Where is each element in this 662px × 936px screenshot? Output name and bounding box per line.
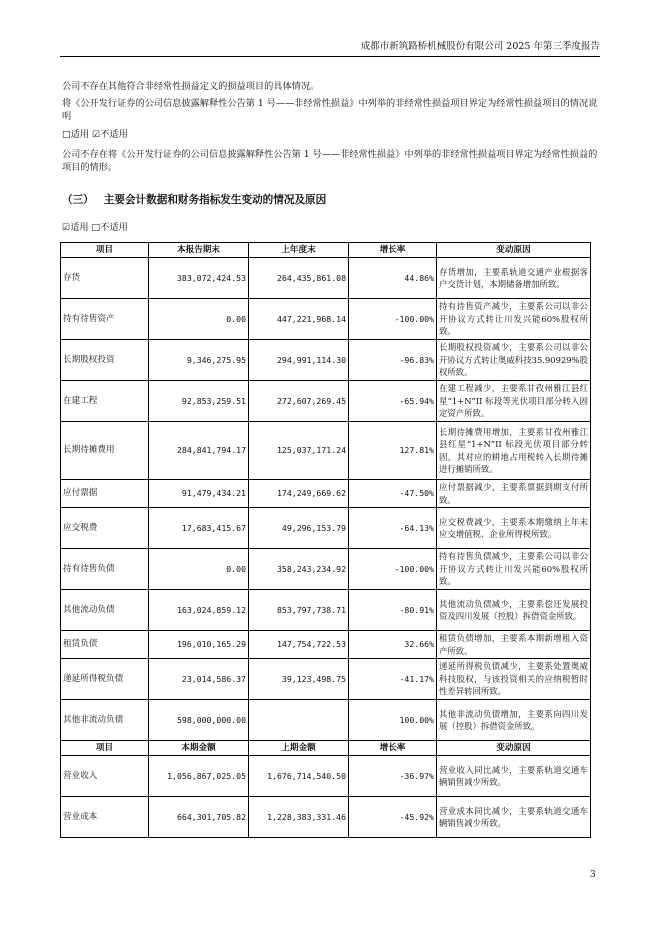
row-growth-rate: 100.00%: [349, 700, 437, 741]
table-row: [61, 631, 591, 659]
row-item-label: 存货: [61, 258, 149, 299]
table-row: [61, 480, 591, 508]
row-current-value: 23,014,586.37: [149, 659, 249, 700]
row-item-label: 营业成本: [61, 797, 149, 838]
row-item-label: 长期待摊费用: [61, 422, 149, 480]
row-prior-value: 272,607,269.45: [249, 381, 349, 422]
row-growth-rate: -96.83%: [349, 340, 437, 381]
row-change-reason: 租赁负债增加，主要系本期新增租入资产所致。: [437, 631, 591, 659]
row-change-reason: 在建工程减少，主要系甘孜州雅江县红星“1+N”II 标段等光伏项目部分转入固定资产所致。: [437, 381, 591, 422]
row-prior-value: 174,249,669.62: [249, 480, 349, 508]
row-prior-value: 358,243,234.92: [249, 549, 349, 590]
table-row: [61, 797, 591, 838]
header-prior-period: 上期金额: [249, 741, 349, 756]
row-current-value: 92,853,259.51: [149, 381, 249, 422]
financial-changes-table: [60, 242, 591, 838]
table-header-row: [61, 243, 591, 258]
row-change-reason: 其他非流动负债增加，主要系向四川发展（控股）拆借资金所致。: [437, 700, 591, 741]
row-growth-rate: -45.92%: [349, 797, 437, 838]
row-item-label: 在建工程: [61, 381, 149, 422]
section-title: 主要会计数据和财务指标发生变动的情况及原因: [103, 194, 327, 206]
row-current-value: 1,056,867,025.05: [149, 756, 249, 797]
table-row: [61, 549, 591, 590]
row-item-label: 其他流动负债: [61, 590, 149, 631]
table-body: [61, 243, 591, 838]
row-change-reason: 持有待售资产减少，主要系公司以非公开协议方式转让川发兴能60%股权所致。: [437, 299, 591, 340]
header-item: 项目: [61, 741, 149, 756]
row-prior-value: 125,037,171.24: [249, 422, 349, 480]
row-growth-rate: 32.66%: [349, 631, 437, 659]
row-item-label: 应付票据: [61, 480, 149, 508]
row-prior-value: 853,797,738.71: [249, 590, 349, 631]
row-growth-rate: -64.13%: [349, 508, 437, 549]
row-change-reason: 应交税费减少，主要系本期缴纳上年末应交增值税、企业所得税所致。: [437, 508, 591, 549]
table-row: [61, 340, 591, 381]
header-current-period: 本期金额: [149, 741, 249, 756]
table-row: [61, 299, 591, 340]
row-growth-rate: -36.97%: [349, 756, 437, 797]
section-heading: [62, 193, 326, 207]
row-item-label: 租赁负债: [61, 631, 149, 659]
row-item-label: 应交税费: [61, 508, 149, 549]
section-number: （三）: [62, 194, 94, 206]
row-item-label: 长期股权投资: [61, 340, 149, 381]
header-reason: 变动原因: [437, 243, 591, 258]
row-prior-value: 264,435,861.08: [249, 258, 349, 299]
row-growth-rate: 127.81%: [349, 422, 437, 480]
row-current-value: 383,072,424.53: [149, 258, 249, 299]
row-current-value: 284,841,794.17: [149, 422, 249, 480]
row-change-reason: 持有待售负债减少，主要系公司以非公开协议方式转让川发兴能60%股权所致。: [437, 549, 591, 590]
header-growth-rate: 增长率: [349, 243, 437, 258]
paragraph-reclassification-note: 公司不存在将《公开发行证券的公司信息披露解释性公告第 1 号——非经常性损益》中列举的非经常性损益项目界定为经常性损益的项目的情形。: [62, 149, 598, 173]
row-prior-value: 1,228,383,331.46: [249, 797, 349, 838]
row-prior-value: 1,676,714,540.50: [249, 756, 349, 797]
row-item-label: 持有待售资产: [61, 299, 149, 340]
table-row: [61, 258, 591, 299]
row-change-reason: 营业成本同比减少，主要系轨道交通车辆销售减少所致。: [437, 797, 591, 838]
row-growth-rate: 44.86%: [349, 258, 437, 299]
table-header-row-income: [61, 741, 591, 756]
row-growth-rate: -41.17%: [349, 659, 437, 700]
paragraph-no-other-items: 公司不存在其他符合非经常性损益定义的损益项目的具体情况。: [62, 81, 320, 92]
row-change-reason: 长期股权投资减少，主要系公司以非公开协议方式转让奥威科技35.90929%股权所致。: [437, 340, 591, 381]
row-change-reason: 其他流动负债减少，主要系偿还发展投资及四川发展（控股）拆借资金所致。: [437, 590, 591, 631]
row-current-value: 598,000,000.00: [149, 700, 249, 741]
row-change-reason: 营业收入同比减少，主要系轨道交通车辆销售减少所致。: [437, 756, 591, 797]
header-item: 项目: [61, 243, 149, 258]
row-growth-rate: -47.50%: [349, 480, 437, 508]
table-row: [61, 590, 591, 631]
row-prior-value: [249, 700, 349, 741]
row-current-value: 163,024,859.12: [149, 590, 249, 631]
row-change-reason: 长期待摊费用增加，主要系甘孜州雅江县红星“1+N”II 标段光伏项目部分转固，其对应的耕地占用税转入长期待摊进行摊销所致。: [437, 422, 591, 480]
table-row: [61, 659, 591, 700]
row-item-label: 递延所得税负债: [61, 659, 149, 700]
table-row: [61, 508, 591, 549]
row-change-reason: 存货增加，主要系轨道交通产业根据客户交货计划，本期储备增加所致。: [437, 258, 591, 299]
row-item-label: 营业收入: [61, 756, 149, 797]
row-prior-value: 39,123,498.75: [249, 659, 349, 700]
table-row: [61, 700, 591, 741]
table-row: [61, 422, 591, 480]
header-prior-year-end: 上年度末: [249, 243, 349, 258]
row-item-label: 持有待售负债: [61, 549, 149, 590]
row-change-reason: 递延所得税负债减少，主要系处置奥威科技股权，与该投资相关的应纳税暂时性差异转回所致。: [437, 659, 591, 700]
row-current-value: 0.00: [149, 299, 249, 340]
header-reason: 变动原因: [437, 741, 591, 756]
row-change-reason: 应付票据减少，主要系票据到期支付所致。: [437, 480, 591, 508]
header-growth-rate: 增长率: [349, 741, 437, 756]
row-growth-rate: -100.00%: [349, 299, 437, 340]
row-prior-value: 447,221,968.14: [249, 299, 349, 340]
header-current-period-end: 本报告期末: [149, 243, 249, 258]
row-current-value: 0.00: [149, 549, 249, 590]
row-growth-rate: -80.91%: [349, 590, 437, 631]
applicable-checkbox-line: □适用 ☑不适用: [62, 129, 128, 140]
row-current-value: 9,346,275.95: [149, 340, 249, 381]
row-prior-value: 294,991,114.30: [249, 340, 349, 381]
row-prior-value: 147,754,722.53: [249, 631, 349, 659]
page-number: 3: [590, 870, 596, 880]
row-prior-value: 49,296,153.79: [249, 508, 349, 549]
row-current-value: 91,479,434.21: [149, 480, 249, 508]
row-growth-rate: -100.00%: [349, 549, 437, 590]
row-item-label: 其他非流动负债: [61, 700, 149, 741]
row-current-value: 664,301,705.82: [149, 797, 249, 838]
applicable-checkbox-line: ☑适用 □不适用: [62, 222, 128, 233]
row-current-value: 196,010,165.29: [149, 631, 249, 659]
page-header: 成都市新筑路桥机械股份有限公司 2025 年第三季度报告: [60, 40, 600, 57]
paragraph-reclassification-heading: 将《公开发行证券的公司信息披露解释性公告第 1 号——非经常性损益》中列举的非经常性损益项目界定为经常性损益项目的情况说明: [62, 98, 598, 122]
table-row: [61, 381, 591, 422]
row-current-value: 17,683,415.67: [149, 508, 249, 549]
table-row: [61, 756, 591, 797]
row-growth-rate: -65.94%: [349, 381, 437, 422]
